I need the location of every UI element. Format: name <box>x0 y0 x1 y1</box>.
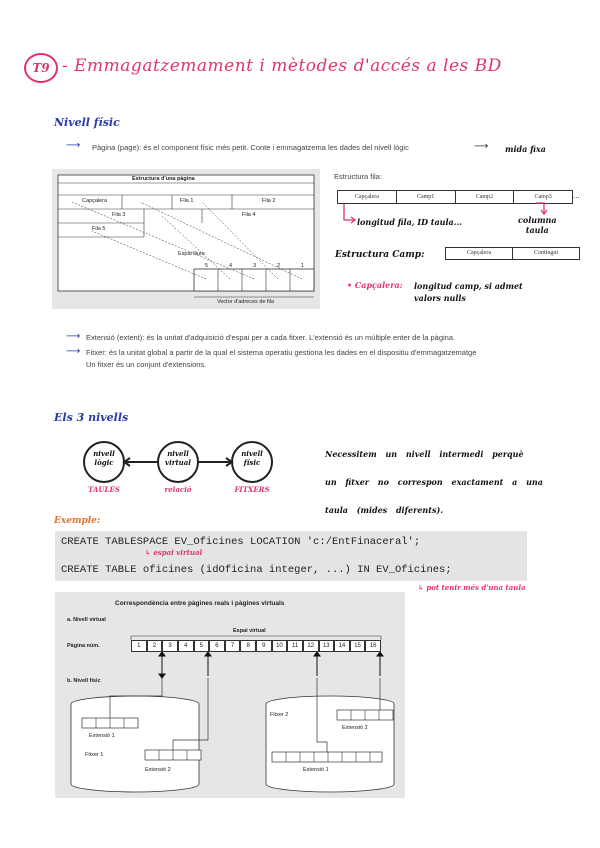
extent-label: Extensió 1 <box>89 733 115 739</box>
circle-label: virtual <box>165 458 191 467</box>
vector-label: Vector d'adreces de fila <box>217 299 275 305</box>
circle-label: nivell <box>241 449 263 458</box>
physical-level-label: b. Nivell físic <box>67 678 101 684</box>
page-number-cell: 5 <box>194 640 210 652</box>
note-line: un fitxer no correspon exactament a una <box>325 477 543 487</box>
circle-label: nivell <box>93 449 115 458</box>
code-block <box>55 531 527 581</box>
row-label: Fila 3 <box>112 212 126 218</box>
annotation-multiple-tables: ↳ pot tenir més d'una taula <box>418 583 526 592</box>
page-number-label: Pàgina núm. <box>67 643 100 649</box>
level-caption: relació <box>164 485 192 494</box>
note-line: longitud camp, si admet <box>414 281 523 291</box>
code-line-2: CREATE TABLE oficines (idOficina integer, ...) IN EV_Oficines; <box>61 564 452 576</box>
page-number-cell: 16 <box>365 640 381 652</box>
row-label: Fila 5 <box>92 226 106 232</box>
page-number-cell: 2 <box>147 640 163 652</box>
file-label: Fitxer 1 <box>85 752 104 758</box>
page-structure-figure <box>52 169 320 309</box>
annotation-espai-virtual: ↳ espai virtual <box>145 548 203 557</box>
section-heading-nivell-fisic: Nivell físic <box>54 116 120 129</box>
arrow-icon: ⟶ <box>474 141 489 152</box>
extent-label: Extensió 1 <box>303 767 329 773</box>
level-circle-physical <box>232 449 272 467</box>
circle-label: físic <box>243 458 261 467</box>
row-label: Fila 4 <box>242 212 256 218</box>
vector-num: 4 <box>229 263 233 269</box>
topic-badge: T9 <box>24 53 58 83</box>
note-line: valors nulls <box>414 293 466 303</box>
virtual-space-label: Espai virtual <box>233 628 266 634</box>
fitxer-definition: Fitxer: és la unitat global a partir de la qual el sistema operatiu gestiona les dades en el dispositiu d'emmagatzematge <box>86 348 477 357</box>
page-number-cell: 13 <box>319 640 335 652</box>
field-header-note <box>414 280 523 304</box>
page-number-cell: 7 <box>225 640 241 652</box>
vector-num: 3 <box>253 263 257 269</box>
levels-explanation <box>325 440 560 524</box>
figure-title: Correspondència entre pàgines reals i pàgines virtuals <box>115 600 285 607</box>
example-label: Exemple: <box>54 516 101 526</box>
page-number-cell: 3 <box>162 640 178 652</box>
note-line: Necessitem un nivell intermedi perquè <box>325 449 524 459</box>
section-heading-nivells: Els 3 nivells <box>54 411 129 424</box>
vector-num: 5 <box>205 263 209 269</box>
vector-num: 2 <box>277 263 281 269</box>
row-cell: Capçalera <box>338 191 397 203</box>
virtual-pages-figure <box>55 592 405 798</box>
page-number-cell: 4 <box>178 640 194 652</box>
note-line: columna <box>518 215 557 225</box>
page-number-cell: 6 <box>209 640 225 652</box>
circle-label: lògic <box>94 458 114 467</box>
extensio-definition: Extensió (extent): és la unitat d'adquisició d'espai per a cada fitxer. L'extensió és un múltiple enter de la pàgina. <box>86 333 456 342</box>
pagina-definition: Pàgina (page): és el component físic més petit. Conte i emmagatzema les dades del nivell lògic <box>92 143 409 152</box>
level-circle-logic <box>84 449 124 467</box>
page-number-cell: 11 <box>287 640 303 652</box>
level-caption: TAULES <box>88 485 120 494</box>
note-line: taula <box>525 225 549 235</box>
virtual-level-label: a. Nivell virtual <box>67 617 106 623</box>
annotation-text: espai virtual <box>153 548 203 557</box>
page-number-cell: 15 <box>350 640 366 652</box>
field-cell: Capçalera <box>446 248 513 259</box>
page-title: - Emmagatzemament i mètodes d'accés a les BD <box>62 56 502 76</box>
row-cell: Camp2 <box>456 191 515 203</box>
field-cell: Contingut <box>533 250 558 256</box>
arrow-icon: ⟶ <box>66 346 81 357</box>
row-label: Fila 1 <box>180 198 194 204</box>
extent-label: Extensió 2 <box>342 725 368 731</box>
field-header-note-label: • Capçalera: <box>347 280 403 290</box>
level-circle-virtual <box>158 449 198 467</box>
page-number-cell: 9 <box>256 640 272 652</box>
header-cell: Capçalera <box>82 198 108 204</box>
page-number-row <box>131 640 381 652</box>
row-header-note: longitud fila, ID taula... <box>357 217 463 227</box>
file-label: Fitxer 2 <box>270 712 289 718</box>
annotation-text: pot tenir més d'una taula <box>426 583 526 592</box>
page-number-cell: 12 <box>303 640 319 652</box>
estructura-camp-label: Estructura Camp: <box>335 250 425 260</box>
row-label: Fila 2 <box>262 198 276 204</box>
estructura-fila-label: Estructura fila: <box>334 172 382 181</box>
row-ellipsis: ... <box>573 192 580 200</box>
pagina-note: mida fixa <box>505 144 546 154</box>
level-caption: FITXERS <box>234 485 270 494</box>
arrow-icon: ⟶ <box>66 331 81 342</box>
page-number-cell: 14 <box>334 640 350 652</box>
figure-title: Estructura d'una pàgina <box>132 176 195 182</box>
field-structure-table <box>445 247 580 260</box>
note-line: taula (mides diferents). <box>325 505 444 515</box>
page-number-cell: 1 <box>131 640 147 652</box>
fitxer-definition-2: Un fitxer és un conjunt d'extensions. <box>86 360 207 369</box>
free-space-label: Espai lliure <box>178 251 205 257</box>
code-line-1: CREATE TABLESPACE EV_Oficines LOCATION 'c:/EntFinaceral'; <box>61 536 421 548</box>
column-table-note <box>518 215 557 235</box>
vector-num: 1 <box>301 263 305 269</box>
circle-label: nivell <box>167 449 189 458</box>
extent-label: Extensió 2 <box>145 767 171 773</box>
row-cell: Camp1 <box>397 191 456 203</box>
row-cell: Camp3 <box>534 194 552 200</box>
page-number-cell: 10 <box>272 640 288 652</box>
page-number-cell: 8 <box>240 640 256 652</box>
arrow-icon: ⟶ <box>66 140 81 151</box>
